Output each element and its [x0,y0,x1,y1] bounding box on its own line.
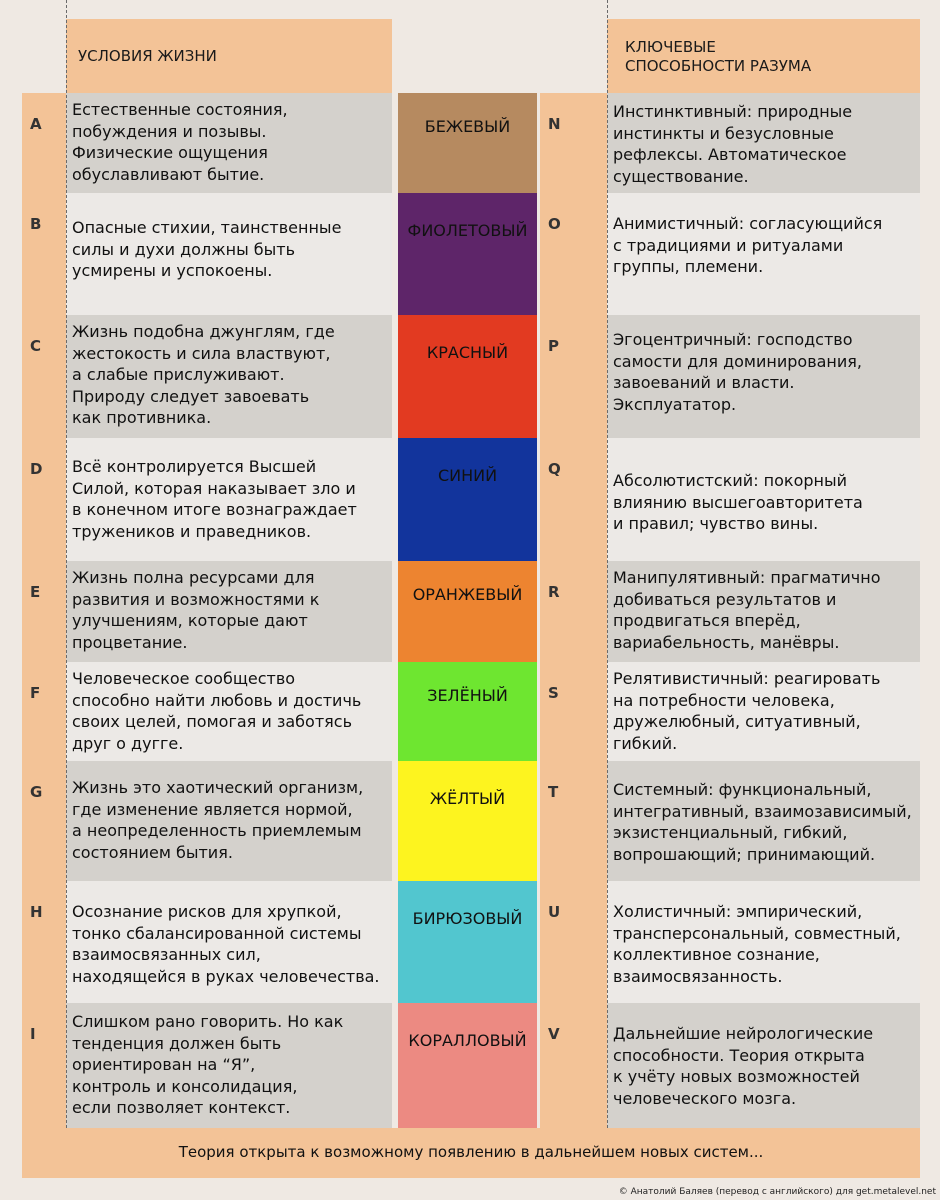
row-letter-right: T [548,783,559,801]
row-condition-cell [66,193,392,315]
row-capacity-text: Холистичный: эмпирический, трансперсональный, совместный, коллективное сознание, взаимосвязанность. [613,902,901,986]
divider-left [66,0,67,1128]
row-letter-right-cell [540,193,607,315]
row-capacity-text: Эгоцентричный: господство самости для доминирования, завоеваний и власти. Эксплуататор. [613,330,862,414]
row-condition-text: Осознание рисков для хрупкой, тонко сбалансированной системы взаимосвязанных сил, находящейся в руках человечества. [72,902,380,986]
row-capacity-text: Релятивистичный: реагировать на потребности человека, дружелюбный, ситуативный, гибкий. [613,669,881,753]
row-letter-right: U [548,903,561,921]
row-capacity-cell [607,193,920,315]
row-capacity-text: Манипулятивный: прагматично добиваться результатов и продвигаться вперёд, вариабельность, манёвры. [613,568,881,652]
header-left-cell [66,19,392,93]
row-condition-text: Жизнь это хаотический организм, где изменение является нормой, а неопределенность приемлемым состоянием бытия. [72,778,364,862]
row-letter-right: R [548,583,560,601]
row-letter-right-cell [540,662,607,761]
row-letter-left: H [30,903,43,921]
row-capacity-cell [607,662,920,761]
row-capacity-text: Системный: функциональный, интегративный, взаимозависимый, экзистенциальный, гибкий, вопрошающий; принимающий. [613,780,912,864]
row-condition-cell [66,561,392,662]
row-color-swatch [398,193,537,315]
row-letter-left: E [30,583,41,601]
row-condition-cell [66,761,392,881]
row-letter-left-cell [22,1003,66,1128]
row-letter-right-cell [540,881,607,1003]
row-condition-cell [66,315,392,438]
row-letter-left: G [30,783,43,801]
row-letter-left-cell [22,193,66,315]
row-letter-right-cell [540,438,607,561]
row-condition-text: Слишком рано говорить. Но как тенденция должен быть ориентирован на “Я”, контроль и консолидация, если позволяет контекст. [72,1012,344,1117]
row-capacity-cell [607,761,920,881]
row-condition-cell [66,438,392,561]
row-color-name: ОРАНЖЕВЫЙ [412,585,523,604]
row-letter-left: B [30,215,42,233]
row-color-name: ЖЁЛТЫЙ [429,789,506,808]
row-condition-text: Опасные стихии, таинственные силы и духи должны быть усмирены и успокоены. [72,218,342,280]
row-color-name: ЗЕЛЁНЫЙ [427,686,508,705]
header-conditions-label: УСЛОВИЯ ЖИЗНИ [78,47,217,65]
row-letter-right-cell [540,1003,607,1128]
row-color-swatch [398,881,537,1003]
row-capacity-cell [607,315,920,438]
header-right-cell [607,19,920,93]
row-color-name: СИНИЙ [437,466,498,485]
row-condition-text: Жизнь подобна джунглям, где жестокость и сила властвуют, а слабые прислуживают. Природу следует завоевать как противника. [72,322,335,427]
row-color-swatch [398,438,537,561]
row-letter-left-cell [22,438,66,561]
row-letter-right: Q [548,460,561,478]
row-color-name: БИРЮЗОВЫЙ [412,909,523,928]
footer-note: Теория открыта к возможному появлению в дальнейшем новых систем... [178,1143,764,1161]
row-condition-cell [66,662,392,761]
row-capacity-text: Инстинктивный: природные инстинкты и безусловные рефлексы. Автоматическое существование. [613,102,853,186]
row-letter-left-cell [22,315,66,438]
row-color-name: БЕЖЕВЫЙ [424,117,511,136]
row-color-name: КРАСНЫЙ [426,343,509,362]
row-capacity-cell [607,561,920,662]
row-letter-right-cell [540,315,607,438]
row-letter-right: S [548,684,559,702]
row-capacity-cell [607,438,920,561]
header-capacities-label: КЛЮЧЕВЫЕ СПОСОБНОСТИ РАЗУМА [625,38,812,75]
row-condition-cell [66,881,392,1003]
row-color-swatch [398,761,537,881]
row-letter-left: C [30,337,42,355]
row-capacity-cell [607,1003,920,1128]
row-color-swatch [398,1003,537,1128]
row-letter-right-cell [540,561,607,662]
row-color-name: ФИОЛЕТОВЫЙ [407,221,528,240]
row-color-name: КОРАЛЛОВЫЙ [408,1031,527,1050]
row-color-swatch [398,561,537,662]
row-condition-text: Жизнь полна ресурсами для развития и возможностями к улучшениям, которые дают процветание. [72,568,320,652]
row-letter-left-cell [22,561,66,662]
row-capacity-text: Абсолютистский: покорный влиянию высшегоавторитета и правил; чувство вины. [613,471,863,533]
row-letter-left: D [30,460,43,478]
row-letter-left-cell [22,761,66,881]
row-letter-right-cell [540,761,607,881]
row-color-swatch [398,662,537,761]
row-condition-text: Всё контролируется Высшей Силой, которая наказывает зло и в конечном итоге вознаграждает тружеников и праведников. [72,457,357,541]
row-condition-cell [66,1003,392,1128]
row-letter-left-cell [22,93,66,193]
row-letter-left-cell [22,662,66,761]
row-letter-right: O [548,215,561,233]
row-letter-left: A [30,115,42,133]
row-capacity-cell [607,881,920,1003]
row-condition-text: Человеческое сообщество способно найти любовь и достичь своих целей, помогая и заботясь друг о дугге. [72,669,362,753]
row-capacity-text: Анимистичный: согласующийся с традициями и ритуалами группы, племени. [613,214,883,276]
row-capacity-cell [607,93,920,193]
row-color-swatch [398,315,537,438]
row-letter-right: P [548,337,559,355]
footer-cell [22,1128,920,1178]
divider-right [607,0,608,1128]
row-letter-right-cell [540,93,607,193]
credit-line: © Анатолий Баляев (перевод с английского) для get.metalevel.net [618,1187,936,1197]
row-letter-left: I [30,1025,36,1043]
row-letter-right: V [548,1025,560,1043]
row-condition-cell [66,93,392,193]
row-condition-text: Естественные состояния, побуждения и позывы. Физические ощущения обуславливают бытие. [72,100,288,184]
row-letter-left: F [30,684,41,702]
row-letter-right: N [548,115,561,133]
row-color-swatch [398,93,537,193]
row-capacity-text: Дальнейшие нейрологические способности. Теория открыта к учёту новых возможностей человеческого мозга. [613,1024,874,1108]
row-letter-left-cell [22,881,66,1003]
